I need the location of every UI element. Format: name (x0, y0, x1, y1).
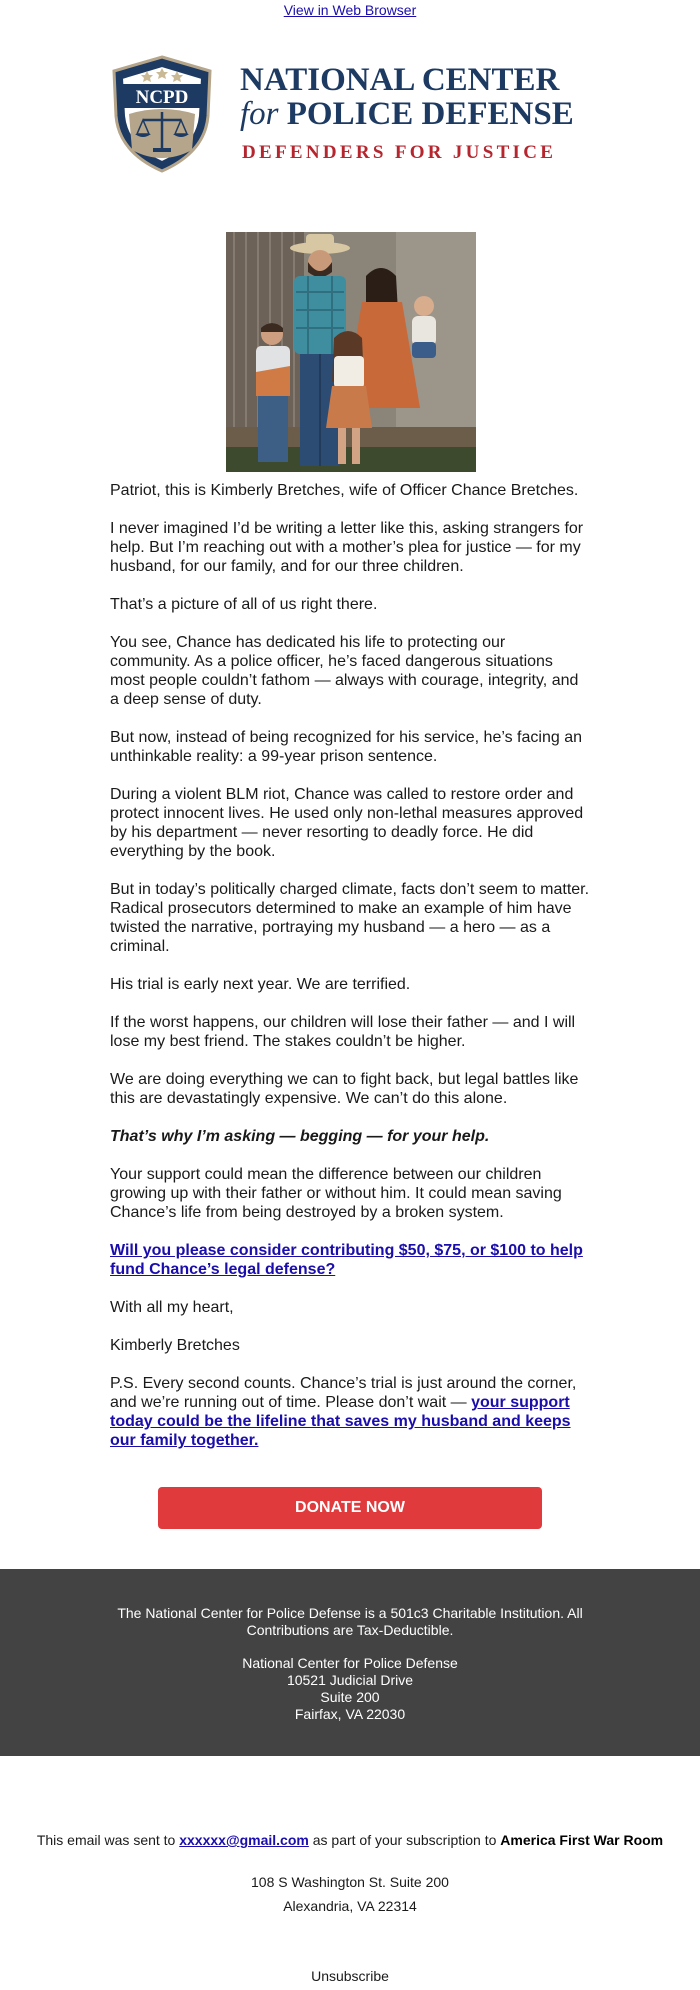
subscription-prefix: This email was sent to (36, 1832, 180, 1848)
letter-body (110, 481, 590, 1469)
logo-title-police-defense: POLICE DEFENSE (286, 96, 574, 132)
letter-paragraph: But in today’s politically charged climate, facts don’t seem to matter. Radical prosecutors determined to make an example of him have twisted the narrative, portraying my husband — a hero — as a criminal. (110, 881, 590, 955)
postscript-text: P.S. Every second counts. Chance’s trial is just around the corner, and we’re running out of time. Please don’t wait — (110, 1375, 577, 1411)
letter-paragraph: Patriot, this is Kimberly Bretches, wife of Officer Chance Bretches. (110, 482, 579, 499)
logo-title-line1: NATIONAL CENTER (240, 62, 560, 98)
subscription-note (0, 1830, 700, 1850)
sender-address-line2: Alexandria, VA 22314 (283, 1898, 417, 1914)
subscription-middle: as part of your subscription to (308, 1832, 501, 1848)
list-name: America First War Room (500, 1832, 664, 1848)
donation-ask (110, 1241, 590, 1279)
letter-paragraph: You see, Chance has dedicated his life to protecting our community. As a police officer, he’s faced dangerous situations most people couldn’t fathom — always with courage, integrity, and a deep sense of duty. (110, 634, 579, 708)
tax-disclaimer: The National Center for Police Defense is a 501c3 Charitable Institution. All Contributions are Tax-Deductible. (117, 1605, 583, 1638)
family-photo (226, 232, 476, 472)
letter-paragraph: But now, instead of being recognized for his service, he’s facing an unthinkable reality: a 99-year prison sentence. (110, 729, 582, 765)
org-name: National Center for Police Defense (242, 1655, 458, 1671)
ncpd-logo (107, 50, 577, 180)
badge-text: NCPD (135, 87, 189, 108)
donation-ask-link[interactable]: Will you please consider contributing $50, $75, or $100 to help fund Chance’s legal defense? (110, 1242, 583, 1278)
sender-address (0, 1870, 700, 1918)
sender-address-line1: 108 S Washington St. Suite 200 (251, 1874, 449, 1890)
letter-plea: That’s why I’m asking — begging — for your help. (110, 1128, 490, 1145)
org-street: 10521 Judicial Drive (286, 1672, 414, 1688)
logo-title-for: for (240, 96, 279, 132)
letter-closing: With all my heart, (110, 1299, 234, 1316)
org-suite: Suite 200 (320, 1689, 380, 1705)
letter-paragraph: His trial is early next year. We are terrified. (110, 976, 411, 993)
letter-paragraph: Your support could mean the difference between our children growing up with their father or without him. It could mean saving Chance’s life from being destroyed by a broken system. (110, 1166, 562, 1221)
letter-postscript (110, 1374, 590, 1450)
view-in-browser (0, 0, 700, 20)
logo-title-line2 (240, 96, 574, 132)
footer-disclaimer-block (0, 1569, 700, 1756)
shield-badge-icon (107, 54, 217, 174)
letter-paragraph: That’s a picture of all of us right there. (110, 596, 378, 613)
letter-paragraph: If the worst happens, our children will lose their father — and I will lose my best friend. The stakes couldn’t be higher. (110, 1014, 576, 1050)
letter-paragraph: We are doing everything we can to fight back, but legal battles like this are devastatingly expensive. We can’t do this alone. (110, 1071, 579, 1107)
recipient-email-link[interactable]: xxxxxx@gmail.com (179, 1832, 309, 1848)
logo-tagline: DEFENDERS FOR JUSTICE (242, 142, 557, 163)
view-in-browser-link[interactable]: View in Web Browser (283, 2, 417, 18)
letter-signature: Kimberly Bretches (110, 1337, 240, 1354)
postscript-link[interactable]: your support today could be the lifeline that saves my husband and keeps our family together. (110, 1394, 571, 1449)
letter-paragraph: I never imagined I’d be writing a letter like this, asking strangers for help. But I’m reaching out with a mother’s plea for justice — for my husband, for our family, and for our three children. (110, 520, 584, 575)
org-city: Fairfax, VA 22030 (294, 1706, 406, 1722)
unsubscribe-link[interactable]: Unsubscribe (311, 1968, 389, 1984)
org-address (0, 1655, 700, 1723)
donate-now-button[interactable]: DONATE NOW (158, 1487, 542, 1529)
letter-paragraph: During a violent BLM riot, Chance was called to restore order and protect innocent lives. He used only non-lethal measures approved by his department — never resorting to deadly force. He did everything by the book. (110, 786, 584, 860)
